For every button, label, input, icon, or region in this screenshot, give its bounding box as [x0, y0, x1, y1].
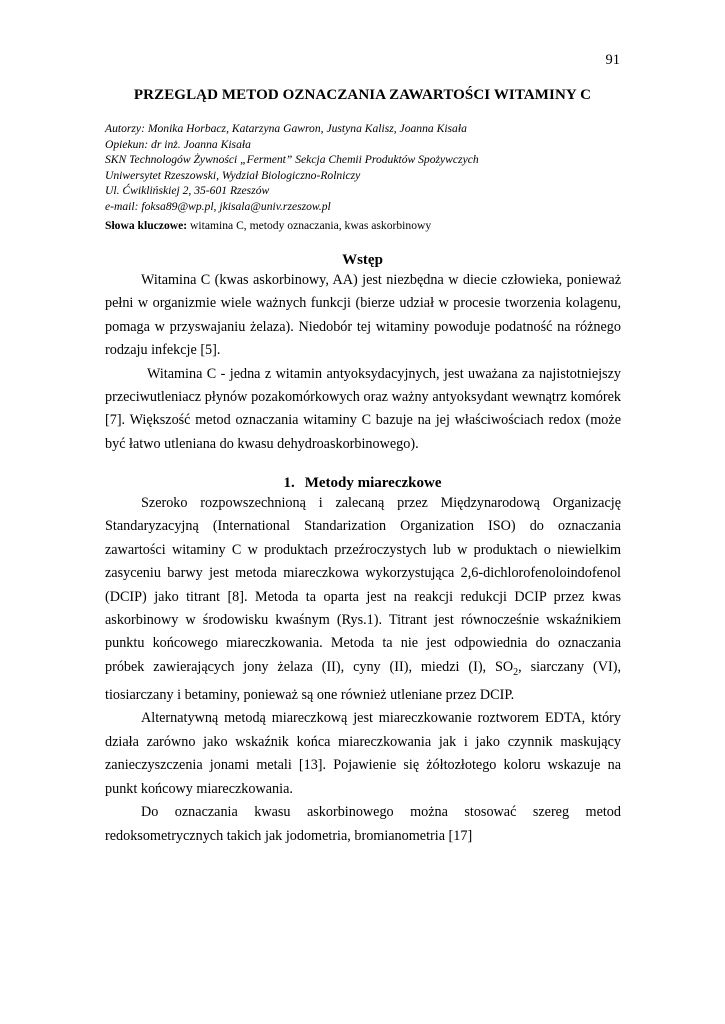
club-line: SKN Technologów Żywności „Ferment” Sekcja Chemii Produktów Spożywczych — [105, 153, 479, 167]
address-line: Ul. Ćwiklińskiej 2, 35-601 Rzeszów — [105, 184, 270, 198]
so2-subscript: 2 — [513, 666, 519, 678]
section-1-paragraph-1-part-b: , siarczany (VI), tiosiarczany i betaminy, ponieważ są one również utleniane przez DCIP. — [105, 658, 622, 704]
keywords-text: witamina C, metody oznaczania, kwas askorbinowy — [187, 219, 432, 232]
section-1-heading — [0, 475, 725, 492]
email-line: e-mail: foksa89@wp.pl, jkisala@univ.rzeszow.pl — [105, 199, 331, 213]
authors-block — [105, 121, 479, 215]
paper-title: PRZEGLĄD METOD OZNACZANIA ZAWARTOŚCI WITAMINY C — [133, 87, 592, 103]
section-1-title: Metody miareczkowe — [304, 475, 442, 491]
page-number: 91 — [605, 52, 620, 68]
supervisor-line: Opiekun: dr inż. Joanna Kisała — [105, 137, 251, 151]
section-1-body — [105, 492, 621, 848]
section-1-paragraph-1-part-a: Szeroko rozpowszechnioną i zalecaną przez Międzynarodową Organizację Standaryzacyjną (International Standarization Organization ISO) do oznaczania zawartości witaminy C w produktach przeźroczystych lub w produktach o niewielkim zasyceniu barwy jest metoda miareczkowa wykorzystująca 2,6-dichlorofenoloindofenol (DCIP) jako titrant [8]. Metoda ta oparta jest na reakcji redukcji DCIP przez kwas askorbinowy w środowisku kwaśnym (Rys.1). Titrant jest równocześnie wskaźnikiem punktu końcowego miareczkowania. Metoda ta nie jest odpowiednia do oznaczania próbek zawierających jony żelaza (II), cyny (II), miedzi (I), SO — [105, 495, 621, 675]
intro-body — [105, 269, 621, 456]
keywords-label: Słowa kluczowe: — [105, 219, 188, 232]
section-1-paragraph-3: Do oznaczania kwasu askorbinowego można stosować szereg metod redoksometrycznych takich jak jodometria, bromianometria [17] — [105, 804, 621, 844]
authors-line: Autorzy: Monika Horbacz, Katarzyna Gawron, Justyna Kalisz, Joanna Kisała — [105, 122, 467, 135]
intro-paragraph-2: Witamina C - jedna z witamin antyoksydacyjnych, jest uważana za najistotniejszy przeciwutleniacz płynów pozakomórkowych oraz ważny antyoksydant wewnątrz komórek [7]. Większość metod oznaczania witaminy C bazuje na jej właściwościach redox (może być łatwo utleniana do kwasu dehydroaskorbinowego). — [105, 365, 621, 452]
intro-paragraph-1: Witamina C (kwas askorbinowy, AA) jest niezbędna w diecie człowieka, ponieważ pełni w organizmie wiele ważnych funkcji (bierze udział w procesie tworzenia kolagenu, pomaga w przyswajaniu żelaza). Niedobór tej witaminy powoduje podatność na różnego rodzaju infekcje [5]. — [105, 272, 621, 359]
intro-heading: Wstęp — [342, 252, 383, 268]
section-1-paragraph-1 — [105, 492, 621, 707]
university-line: Uniwersytet Rzeszowski, Wydział Biologiczno-Rolniczy — [105, 168, 361, 182]
keywords — [105, 219, 431, 232]
section-1-paragraph-2: Alternatywną metodą miareczkową jest miareczkowanie roztworem EDTA, który działa zarówno jako wskaźnik końca miareczkowania jak i jako czynnik maskujący zanieczyszczenia jonami metali [13]. Pojawienie się żółtozłotego koloru wskazuje na punkt końcowy miareczkowania. — [105, 710, 621, 797]
section-1-number: 1. — [283, 475, 295, 491]
